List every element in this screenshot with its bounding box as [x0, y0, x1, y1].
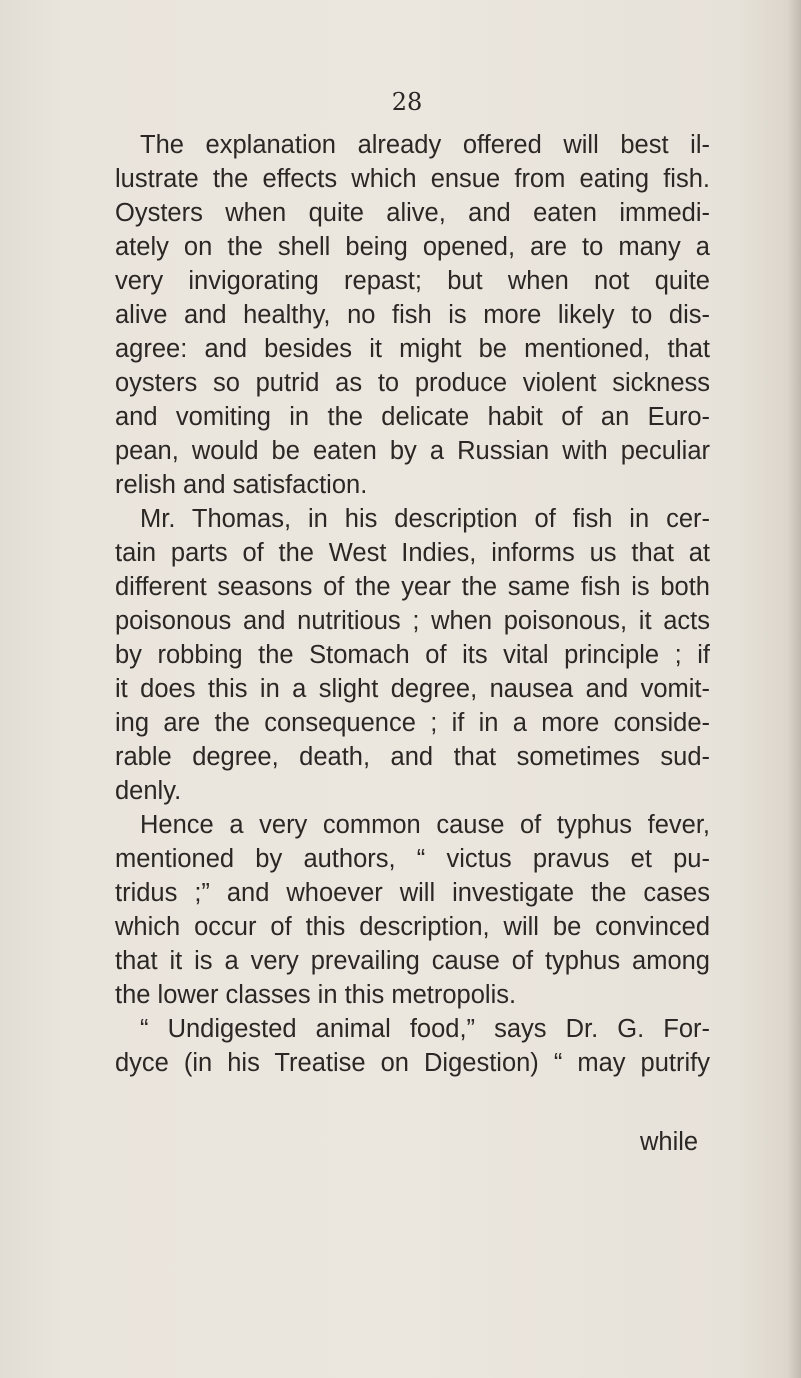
text-line: different seasons of the year the same fish is both	[115, 573, 710, 601]
text-line: by robbing the Stomach of its vital principle ; if	[115, 641, 710, 669]
text-line: tridus ;” and whoever will investigate the cases	[115, 879, 710, 907]
catchword: while	[640, 1128, 699, 1156]
text-line: and vomiting in the delicate habit of an Euro-	[115, 403, 710, 431]
text-line: “ Undigested animal food,” says Dr. G. For-	[140, 1015, 710, 1043]
text-line: it does this in a slight degree, nausea and vomit-	[115, 675, 710, 703]
text-line: alive and healthy, no fish is more likely to dis-	[115, 301, 710, 329]
text-line: oysters so putrid as to produce violent sickness	[115, 369, 710, 397]
text-line: poisonous and nutritious ; when poisonous, it acts	[115, 607, 710, 635]
text-line: Hence a very common cause of typhus fever,	[140, 811, 710, 839]
text-line: Oysters when quite alive, and eaten immedi-	[115, 199, 710, 227]
text-line: mentioned by authors, “ victus pravus et pu-	[115, 845, 710, 873]
text-line: lustrate the effects which ensue from eating fish.	[115, 165, 710, 193]
text-line: ately on the shell being opened, are to many a	[115, 233, 710, 261]
body-text	[115, 128, 710, 1080]
text-line: denly.	[115, 777, 182, 805]
text-line: that it is a very prevailing cause of typhus among	[115, 947, 710, 975]
text-line: very invigorating repast; but when not quite	[115, 267, 710, 295]
page-edge-shadow	[787, 0, 801, 1378]
paragraph-oysters	[115, 128, 710, 502]
text-line: dyce (in his Treatise on Digestion) “ may putrify	[115, 1049, 710, 1077]
text-line: tain parts of the West Indies, informs us that at	[115, 539, 710, 567]
page-number: 28	[391, 88, 423, 116]
text-line: agree: and besides it might be mentioned, that	[115, 335, 710, 363]
text-line: pean, would be eaten by a Russian with peculiar	[115, 437, 710, 465]
paragraph-fordyce	[115, 1012, 710, 1080]
text-line: which occur of this description, will be convinced	[115, 913, 710, 941]
text-line: relish and satisfaction.	[115, 471, 368, 499]
text-line: The explanation already offered will best il-	[140, 131, 710, 159]
paragraph-typhus	[115, 808, 710, 1012]
text-line: the lower classes in this metropolis.	[115, 981, 517, 1009]
text-line: ing are the consequence ; if in a more conside-	[115, 709, 710, 737]
text-line: Mr. Thomas, in his description of fish in cer-	[140, 505, 710, 533]
paragraph-thomas	[115, 502, 710, 808]
text-line: rable degree, death, and that sometimes sud-	[115, 743, 710, 771]
